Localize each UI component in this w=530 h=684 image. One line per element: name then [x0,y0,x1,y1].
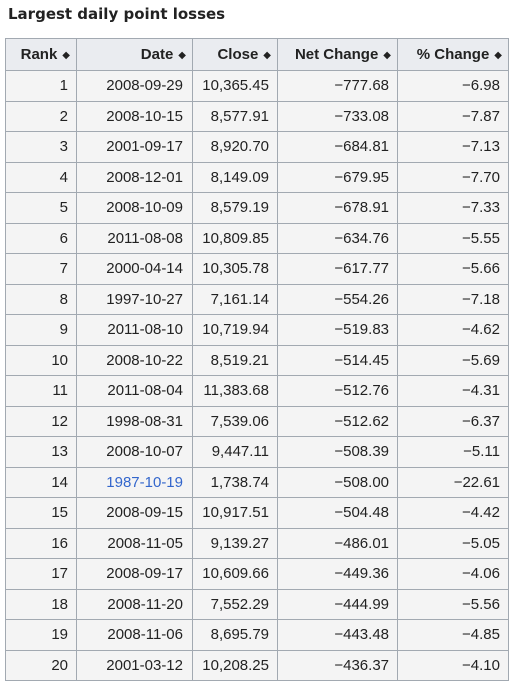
table-row [6,284,509,315]
cell-net-change: −634.76 [278,223,398,254]
cell-date: 2001-03-12 [77,650,193,681]
cell-date: 2008-10-09 [77,193,193,224]
cell-rank: 17 [6,559,77,590]
cell-date: 2008-09-29 [77,71,193,102]
table-body [6,71,509,681]
cell-net-change: −486.01 [278,528,398,559]
cell-net-change: −684.81 [278,132,398,163]
cell-percent-change: −5.05 [398,528,509,559]
cell-rank: 16 [6,528,77,559]
cell-close: 8,149.09 [193,162,278,193]
sort-icon[interactable]: ◆ [62,50,70,61]
cell-close: 1,738.74 [193,467,278,498]
cell-net-change: −512.62 [278,406,398,437]
cell-close: 8,577.91 [193,101,278,132]
cell-rank: 3 [6,132,77,163]
table-row [6,162,509,193]
table-row [6,376,509,407]
cell-percent-change: −5.66 [398,254,509,285]
cell-close: 10,809.85 [193,223,278,254]
cell-rank: 5 [6,193,77,224]
cell-percent-change: −22.61 [398,467,509,498]
cell-net-change: −514.45 [278,345,398,376]
cell-net-change: −554.26 [278,284,398,315]
cell-percent-change: −4.42 [398,498,509,529]
cell-close: 9,139.27 [193,528,278,559]
cell-net-change: −678.91 [278,193,398,224]
cell-percent-change: −5.55 [398,223,509,254]
table-row [6,620,509,651]
cell-close: 10,609.66 [193,559,278,590]
cell-close: 8,920.70 [193,132,278,163]
losses-table [5,38,509,681]
cell-rank: 13 [6,437,77,468]
table-row [6,223,509,254]
cell-percent-change: −7.13 [398,132,509,163]
cell-net-change: −504.48 [278,498,398,529]
cell-date: 2008-09-17 [77,559,193,590]
cell-rank: 10 [6,345,77,376]
cell-date [77,467,193,498]
cell-date: 2008-09-15 [77,498,193,529]
cell-rank: 9 [6,315,77,346]
cell-rank: 14 [6,467,77,498]
table-header-row [6,39,509,71]
cell-close: 7,539.06 [193,406,278,437]
cell-rank: 12 [6,406,77,437]
cell-net-change: −679.95 [278,162,398,193]
column-header-rank[interactable] [6,39,77,71]
table-row [6,345,509,376]
cell-percent-change: −7.87 [398,101,509,132]
cell-close: 7,161.14 [193,284,278,315]
table-row [6,406,509,437]
cell-rank: 11 [6,376,77,407]
cell-percent-change: −4.62 [398,315,509,346]
table-row [6,71,509,102]
column-label: Net Change [294,46,379,63]
column-label: Close [217,46,259,63]
cell-close: 10,305.78 [193,254,278,285]
cell-date: 2011-08-04 [77,376,193,407]
cell-percent-change: −6.98 [398,71,509,102]
cell-close: 10,917.51 [193,498,278,529]
cell-net-change: −508.39 [278,437,398,468]
cell-close: 10,719.94 [193,315,278,346]
cell-date: 2008-11-20 [77,589,193,620]
cell-date: 2008-11-06 [77,620,193,651]
cell-percent-change: −4.10 [398,650,509,681]
cell-percent-change: −4.31 [398,376,509,407]
cell-date: 2008-10-07 [77,437,193,468]
cell-rank: 19 [6,620,77,651]
cell-net-change: −777.68 [278,71,398,102]
cell-close: 11,383.68 [193,376,278,407]
cell-close: 8,519.21 [193,345,278,376]
cell-rank: 7 [6,254,77,285]
column-header-net-change[interactable] [278,39,398,71]
cell-close: 9,447.11 [193,437,278,468]
cell-net-change: −449.36 [278,559,398,590]
cell-percent-change: −7.18 [398,284,509,315]
column-label: Rank [20,46,58,63]
cell-percent-change: −6.37 [398,406,509,437]
cell-net-change: −519.83 [278,315,398,346]
cell-date: 2008-10-22 [77,345,193,376]
cell-percent-change: −5.11 [398,437,509,468]
cell-rank: 20 [6,650,77,681]
table-row [6,467,509,498]
cell-net-change: −444.99 [278,589,398,620]
cell-percent-change: −4.06 [398,559,509,590]
table-row [6,254,509,285]
cell-percent-change: −7.33 [398,193,509,224]
cell-date: 2008-10-15 [77,101,193,132]
column-header-percent-change[interactable] [398,39,509,71]
cell-close: 10,365.45 [193,71,278,102]
cell-net-change: −733.08 [278,101,398,132]
cell-date: 2008-11-05 [77,528,193,559]
cell-date: 2011-08-10 [77,315,193,346]
table-row [6,132,509,163]
cell-rank: 15 [6,498,77,529]
table-caption: Largest daily point losses [8,5,226,23]
cell-date: 1997-10-27 [77,284,193,315]
cell-rank: 18 [6,589,77,620]
table-row [6,101,509,132]
cell-percent-change: −4.85 [398,620,509,651]
table-row [6,437,509,468]
cell-date: 2001-09-17 [77,132,193,163]
column-header-date[interactable] [77,39,193,71]
cell-net-change: −508.00 [278,467,398,498]
cell-percent-change: −5.56 [398,589,509,620]
cell-net-change: −443.48 [278,620,398,651]
sort-icon[interactable]: ◆ [263,50,271,61]
column-header-close[interactable] [193,39,278,71]
column-label: Date [140,46,174,63]
sort-icon[interactable]: ◆ [178,50,186,61]
cell-rank: 6 [6,223,77,254]
table-row [6,498,509,529]
table-row [6,528,509,559]
cell-rank: 4 [6,162,77,193]
cell-close: 8,579.19 [193,193,278,224]
cell-close: 7,552.29 [193,589,278,620]
cell-percent-change: −7.70 [398,162,509,193]
table-row [6,589,509,620]
cell-close: 8,695.79 [193,620,278,651]
cell-rank: 8 [6,284,77,315]
table-row [6,650,509,681]
cell-date: 2011-08-08 [77,223,193,254]
cell-net-change: −512.76 [278,376,398,407]
cell-date: 2008-12-01 [77,162,193,193]
cell-date: 1998-08-31 [77,406,193,437]
cell-net-change: −617.77 [278,254,398,285]
cell-net-change: −436.37 [278,650,398,681]
cell-rank: 1 [6,71,77,102]
date-link[interactable]: 1987-10-19 [106,473,183,491]
cell-percent-change: −5.69 [398,345,509,376]
table-row [6,559,509,590]
sort-icon[interactable]: ◆ [383,50,391,61]
cell-date: 2000-04-14 [77,254,193,285]
cell-close: 10,208.25 [193,650,278,681]
cell-rank: 2 [6,101,77,132]
table-row [6,193,509,224]
column-label: % Change [416,46,490,63]
sort-icon[interactable]: ◆ [494,50,502,61]
table-row [6,315,509,346]
